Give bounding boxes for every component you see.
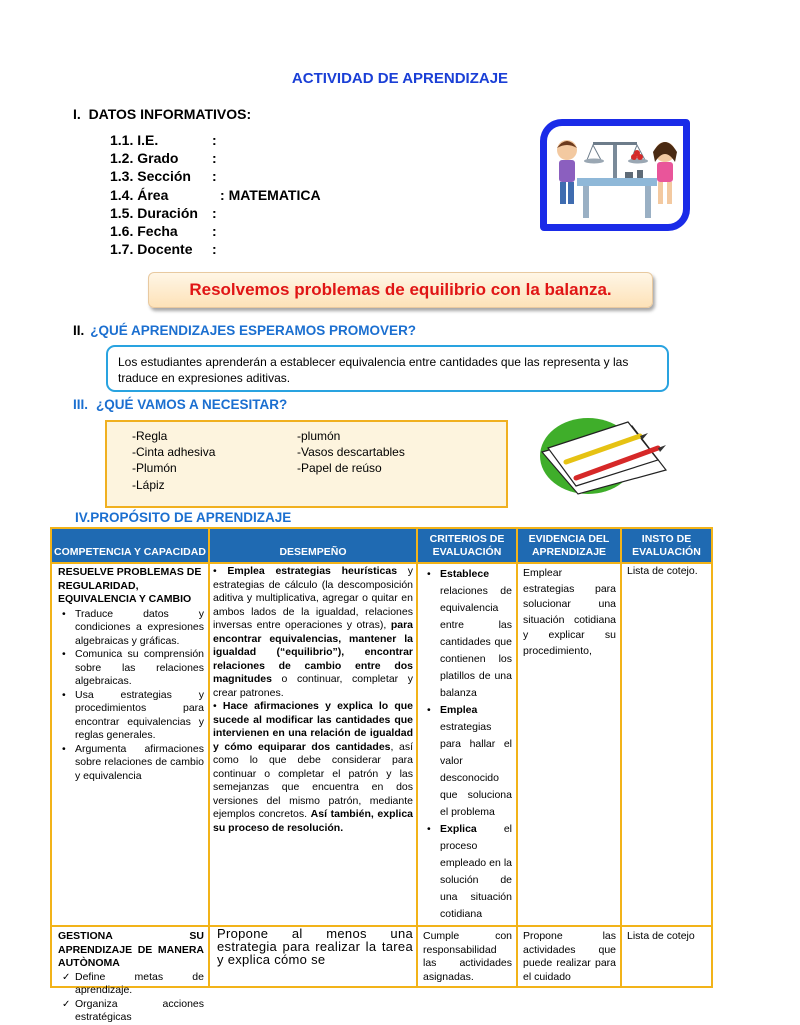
criterio-verb: Explica	[440, 823, 477, 835]
datos-colon: :	[212, 150, 217, 167]
evidencia-text: Propone las actividades que puede realizar para el cuidado	[523, 930, 616, 983]
list-item: ✓ Define metas de aprendizaje.	[58, 971, 204, 998]
header-competencia: COMPETENCIA Y CAPACIDAD	[51, 528, 209, 563]
instrumento-cell	[621, 926, 712, 987]
balance-scale-illustration	[547, 126, 683, 224]
list-item	[423, 702, 512, 821]
competencia-cell	[51, 563, 209, 926]
criterio-text: estrategias para hallar el valor desconocido que soluciona el problema	[440, 721, 512, 818]
capacidades-list	[58, 971, 204, 1025]
datos-colon: :	[212, 132, 217, 148]
desempeno-text: o continuar, completar y crear patrones.	[213, 673, 413, 699]
competencia-cell-clip	[58, 930, 204, 1023]
datos-key: 1.6. Fecha	[110, 222, 178, 239]
datos-row-docente	[110, 241, 321, 259]
datos-key: 1.7. Docente	[110, 241, 193, 258]
table-header-row	[51, 528, 712, 563]
desempeno-bold: Hace afirmaciones y explica lo que sucede al modificar las cantidades que intervienen en una relación de igualdad y cómo equiparar dos cantidades	[213, 700, 413, 753]
materials-box	[105, 420, 508, 508]
instrumento-cell	[621, 563, 712, 926]
datos-key: 1.2. Grado	[110, 150, 179, 167]
material-item: -Vasos descartables	[297, 445, 405, 460]
competencia-cell	[51, 926, 209, 1023]
learning-text: Los estudiantes aprenderán a establecer equivalencia entre cantidades que las representa y las traduce en expresiones aditivas.	[118, 355, 629, 385]
competencia-title: RESUELVE PROBLEMAS DE REGULARIDAD, EQUIVALENCIA Y CAMBIO	[58, 566, 202, 605]
criterio-text: relaciones de equivalencia entre las cantidades que contienen los platillos de una balanza	[440, 585, 512, 699]
datos-key: 1.1. I.E.	[110, 132, 159, 148]
datos-colon: :	[212, 168, 217, 185]
section-label: ¿QUÉ VAMOS A NECESITAR?	[96, 397, 288, 412]
datos-row-seccion	[110, 168, 321, 186]
materials-right-list	[297, 428, 405, 477]
list-item	[423, 821, 512, 923]
datos-list	[110, 132, 321, 259]
list-item	[423, 566, 512, 702]
section-aprendizajes	[73, 323, 416, 338]
criterios-cell	[417, 563, 517, 926]
header-desempeno: DESEMPEÑO	[209, 528, 417, 563]
bullet: •	[213, 700, 217, 712]
criterio-verb: Establece	[440, 568, 490, 580]
bullet: •	[213, 565, 217, 577]
desempeno-cell	[209, 563, 417, 926]
datos-key: 1.4. Área	[110, 186, 169, 203]
capacidades-list	[58, 608, 204, 784]
learning-box	[106, 345, 669, 392]
material-item: -Lápiz	[132, 477, 165, 492]
activity-banner: Resolvemos problemas de equilibrio con la balanza.	[148, 272, 653, 308]
criterio-text: el proceso empleado en la solución de una situación cotidiana	[440, 823, 512, 920]
instrumento-text: Lista de cotejo	[627, 930, 695, 942]
desempeno-bold: Emplea estrategias heurísticas	[227, 565, 398, 577]
datos-row-grado	[110, 150, 321, 168]
section-proposito	[75, 510, 291, 525]
material-item: -Regla	[132, 429, 168, 443]
list-item: • Traduce datos y condiciones a expresiones algebraicas y gráficas.	[58, 608, 204, 649]
criterio-text: Cumple con responsabilidad las actividades asignadas.	[423, 930, 512, 983]
desempeno-bold: Así también, explica su proceso de resolución.	[213, 808, 413, 834]
header-instrumento: INSTO DE EVALUACIÓN	[621, 528, 712, 563]
instrumento-text: Lista de cotejo.	[627, 565, 698, 577]
section-necesitar	[73, 397, 287, 412]
datos-colon: :	[212, 241, 217, 258]
table-row	[51, 563, 712, 926]
balance-illustration-frame	[540, 119, 690, 231]
datos-colon: :	[212, 222, 217, 239]
section-datos-informativos	[73, 106, 251, 122]
table-row	[51, 926, 712, 987]
section-numeral: III.	[73, 397, 89, 412]
header-criterios: CRITERIOS DE EVALUACIÓN	[417, 528, 517, 563]
desempeno-cell	[209, 926, 417, 987]
desempeno-bold: para encontrar equivalencias, mantener la igualdad (“equilibrio”), encontrar relaciones de cambio entre dos magnitudes	[213, 619, 413, 685]
papers-pencils-illustration	[536, 404, 672, 496]
datos-row-duracion	[110, 205, 321, 223]
datos-key: 1.5. Duración	[110, 204, 198, 221]
evidencia-text: Emplear estrategias para solucionar una situación cotidiana y explicar su procedimiento,	[523, 567, 616, 657]
datos-colon: :	[212, 204, 217, 221]
desempeno-text: , así como lo que debe considerar para continuar o completar el patrón y las semejanzas que encuentra en dos versiones del mismo patrón, mediante ejemplos concretos.	[213, 740, 413, 820]
section-numeral: I.	[73, 106, 81, 122]
datos-row-area	[110, 187, 321, 205]
desempeno-paragraph-1	[213, 565, 413, 700]
material-item: -Plumón	[132, 461, 177, 476]
competencia-title: GESTIONA SU APRENDIZAJE DE MANERA AUTÒNOMA	[58, 930, 204, 969]
materials-left-list	[132, 428, 215, 493]
list-item: • Comunica su comprensión sobre las relaciones algebraicas.	[58, 648, 204, 689]
material-item: -Cinta adhesiva	[132, 445, 216, 460]
evidencia-cell	[517, 563, 621, 926]
criterios-list	[423, 566, 512, 923]
list-item: • Argumenta afirmaciones sobre relaciones de cambio y equivalencia	[58, 743, 204, 784]
datos-row-ie	[110, 132, 321, 150]
material-item: -plumón	[297, 429, 341, 443]
datos-key: 1.3. Sección	[110, 168, 191, 185]
purpose-table	[50, 527, 713, 1023]
page-title: ACTIVIDAD DE APRENDIZAJE	[291, 70, 509, 87]
section-label: IV.PROPÓSITO DE APRENDIZAJE	[75, 510, 292, 525]
list-item: ✓ Organiza acciones estratégicas	[58, 998, 204, 1025]
desempeno-text: Propone al menos una estrategia para realizar la tarea y explica cómo se	[217, 926, 413, 967]
datos-value: MATEMATICA	[228, 186, 321, 203]
section-label: DATOS INFORMATIVOS:	[88, 106, 252, 122]
criterio-verb: Emplea	[440, 704, 478, 716]
list-item: • Usa estrategias y procedimientos para encontrar equivalencias y reglas generales.	[58, 689, 204, 743]
desempeno-paragraph-2	[213, 700, 413, 835]
section-numeral: II.	[73, 323, 85, 338]
header-evidencia: EVIDENCIA DEL APRENDIZAJE	[517, 528, 621, 563]
datos-colon: :	[220, 186, 225, 203]
section-label: ¿QUÉ APRENDIZAJES ESPERAMOS PROMOVER?	[90, 323, 417, 338]
desempeno-text: y estrategias de cálculo (la descomposición aditiva y multiplicativa, agregar o quitar en ambos lados de la igualdad, relaciones inversas entre operaciones y otras),	[213, 565, 413, 631]
papers-pencils-icon	[536, 404, 672, 496]
material-item: -Papel de reúso	[297, 461, 382, 476]
datos-row-fecha	[110, 223, 321, 241]
criterios-cell	[417, 926, 517, 987]
evidencia-cell	[517, 926, 621, 987]
